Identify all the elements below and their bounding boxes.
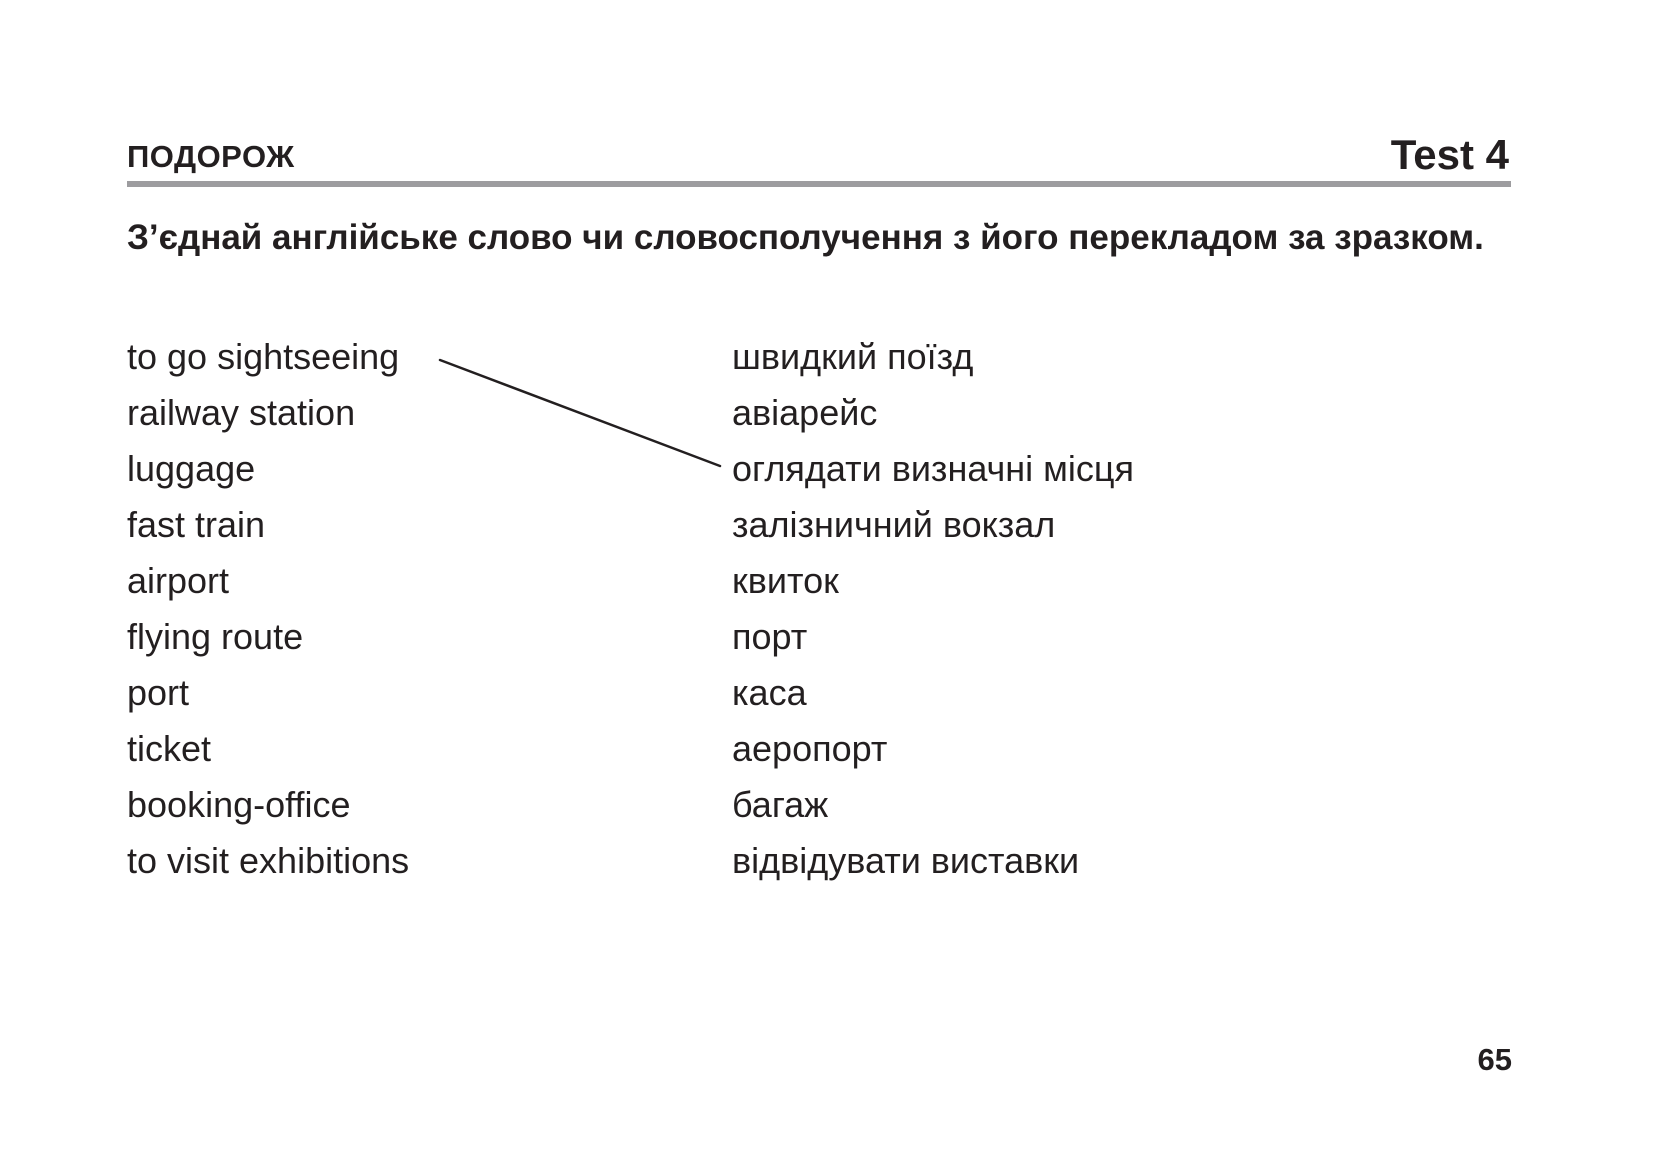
english-term: airport: [127, 560, 230, 601]
translation: багаж: [732, 784, 829, 825]
translation: каса: [732, 672, 807, 713]
translation: квиток: [732, 560, 839, 601]
english-terms-list: [127, 329, 409, 889]
translation: залізничний вокзал: [732, 504, 1056, 545]
english-term: ticket: [127, 728, 212, 769]
english-term: flying route: [127, 616, 304, 657]
exercise-instruction: З’єднай англійське слово чи словосполучення з його перекладом за зразком.: [127, 218, 1484, 257]
translation: аеропорт: [732, 728, 888, 769]
header-divider: [127, 181, 1511, 187]
translation: оглядати визначні місця: [732, 448, 1135, 489]
page-number: 65: [1477, 1042, 1512, 1077]
translations-list: [732, 329, 1134, 889]
english-term: booking-office: [127, 784, 351, 825]
test-title: Test 4: [1390, 131, 1509, 178]
translation: швидкий поїзд: [732, 336, 974, 377]
translation: порт: [732, 616, 808, 657]
english-term: fast train: [127, 504, 266, 545]
english-term: luggage: [127, 448, 256, 489]
example-match-line: [440, 360, 720, 466]
translation: авіарейс: [732, 392, 878, 433]
section-title: ПОДОРОЖ: [127, 139, 295, 174]
english-term: to visit exhibitions: [127, 840, 410, 881]
english-term: port: [127, 672, 190, 713]
english-term: railway station: [127, 392, 356, 433]
translation: відвідувати виставки: [732, 840, 1080, 881]
english-term: to go sightseeing: [127, 336, 400, 377]
